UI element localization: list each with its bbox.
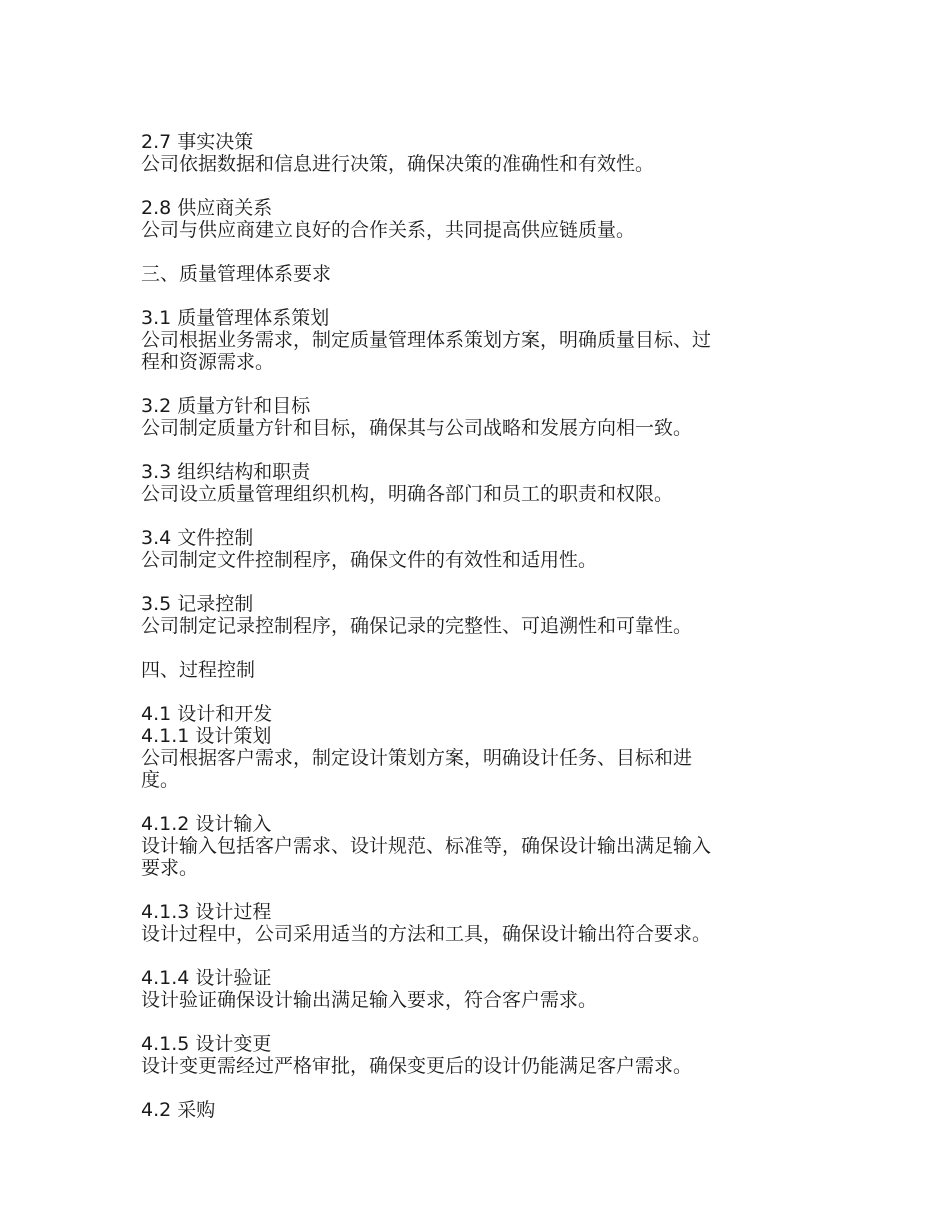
text-line: 设计变更需经过严格审批，确保变更后的设计仍能满足客户需求。 — [141, 1055, 693, 1077]
paragraph — [141, 703, 801, 791]
heading-line: 4.2 采购 — [141, 1099, 216, 1121]
text-line: 公司制定文件控制程序，确保文件的有效性和适用性。 — [141, 549, 598, 571]
heading-line: 4.1.3 设计过程 — [141, 901, 272, 923]
paragraph — [141, 901, 801, 945]
heading-line: 3.3 组织结构和职责 — [141, 461, 311, 483]
heading-line: 4.1 设计和开发 — [141, 703, 273, 725]
paragraph — [141, 659, 801, 681]
heading-line: 3.1 质量管理体系策划 — [141, 307, 330, 329]
text-line: 公司设立质量管理组织机构，明确各部门和员工的职责和权限。 — [141, 483, 674, 505]
text-line: 公司制定记录控制程序，确保记录的完整性、可追溯性和可靠性。 — [141, 615, 693, 637]
text-line: 公司依据数据和信息进行决策，确保决策的准确性和有效性。 — [141, 153, 655, 175]
heading-line: 4.1.4 设计验证 — [141, 967, 272, 989]
text-line: 4.1.1 设计策划 — [141, 725, 272, 747]
heading-line: 4.1.2 设计输入 — [141, 813, 272, 835]
paragraph — [141, 395, 801, 439]
paragraph — [141, 813, 801, 879]
paragraph — [141, 967, 801, 1011]
text-line: 公司制定质量方针和目标，确保其与公司战略和发展方向相一致。 — [141, 417, 693, 439]
paragraph — [141, 197, 801, 241]
heading-line: 3.4 文件控制 — [141, 527, 254, 549]
document-body — [141, 131, 801, 1143]
paragraph — [141, 527, 801, 571]
paragraph — [141, 307, 801, 373]
paragraph — [141, 593, 801, 637]
text-line: 设计过程中，公司采用适当的方法和工具，确保设计输出符合要求。 — [141, 923, 712, 945]
paragraph — [141, 1099, 801, 1121]
heading-line: 2.7 事实决策 — [141, 131, 254, 153]
text-line: 度。 — [141, 769, 180, 791]
text-line: 设计输入包括客户需求、设计规范、标准等，确保设计输出满足输入 — [141, 835, 712, 857]
text-line: 要求。 — [141, 857, 199, 879]
text-line: 程和资源需求。 — [141, 351, 275, 373]
heading-line: 四、过程控制 — [141, 659, 256, 681]
paragraph — [141, 1033, 801, 1077]
text-line: 设计验证确保设计输出满足输入要求，符合客户需求。 — [141, 989, 598, 1011]
text-line: 公司根据业务需求，制定质量管理体系策划方案，明确质量目标、过 — [141, 329, 712, 351]
paragraph — [141, 131, 801, 175]
heading-line: 4.1.5 设计变更 — [141, 1033, 272, 1055]
text-line: 公司根据客户需求，制定设计策划方案，明确设计任务、目标和进 — [141, 747, 693, 769]
heading-line: 3.2 质量方针和目标 — [141, 395, 311, 417]
heading-line: 3.5 记录控制 — [141, 593, 254, 615]
text-line: 公司与供应商建立良好的合作关系，共同提高供应链质量。 — [141, 219, 636, 241]
paragraph — [141, 263, 801, 285]
heading-line: 三、质量管理体系要求 — [141, 263, 332, 285]
paragraph — [141, 461, 801, 505]
heading-line: 2.8 供应商关系 — [141, 197, 273, 219]
